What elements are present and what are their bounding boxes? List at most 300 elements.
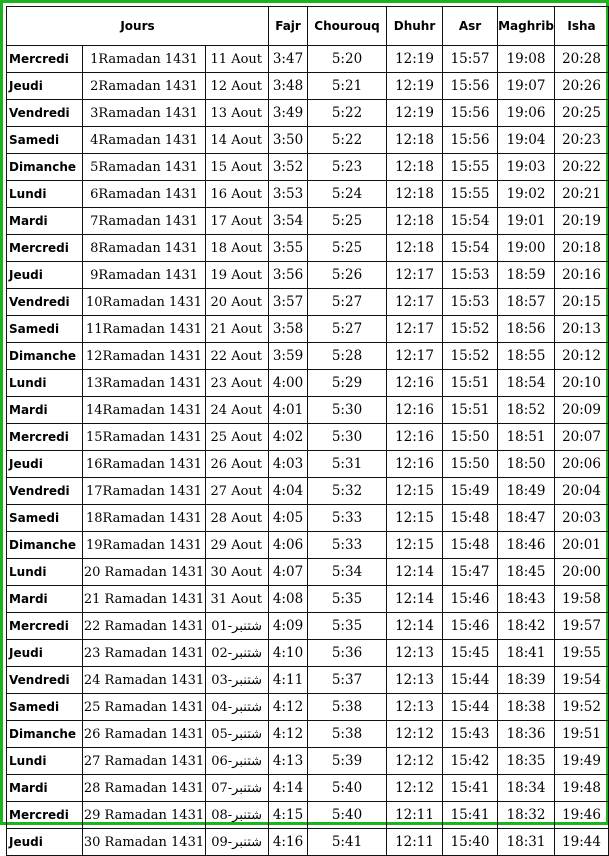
asr-time-cell: 15:41 [443,802,498,829]
table-row [7,640,609,667]
fajr-time-cell: 3:57 [269,289,308,316]
maghrib-time-cell: 18:32 [498,802,555,829]
maghrib-time-cell: 19:03 [498,154,555,181]
gregorian-date-cell: 06-شتنبر [206,748,269,775]
maghrib-time-cell: 18:45 [498,559,555,586]
isha-time-cell: 20:23 [555,127,609,154]
asr-time-cell: 15:54 [443,235,498,262]
asr-time-cell: 15:46 [443,586,498,613]
day-cell: Mardi [7,397,83,424]
day-cell: Jeudi [7,451,83,478]
isha-time-cell: 19:48 [555,775,609,802]
maghrib-time-cell: 19:00 [498,235,555,262]
chourouq-time-cell: 5:22 [308,100,387,127]
hijri-date-cell: 9Ramadan 1431 [83,262,206,289]
maghrib-time-cell: 18:31 [498,829,555,856]
dhuhr-time-cell: 12:17 [387,262,443,289]
fajr-time-cell: 4:09 [269,613,308,640]
header-isha: Isha [555,7,609,46]
dhuhr-time-cell: 12:14 [387,613,443,640]
fajr-time-cell: 4:12 [269,694,308,721]
asr-time-cell: 15:40 [443,829,498,856]
table-row [7,694,609,721]
header-dhuhr: Dhuhr [387,7,443,46]
fajr-time-cell: 3:49 [269,100,308,127]
header-maghrib: Maghrib [498,7,555,46]
hijri-date-cell: 6Ramadan 1431 [83,181,206,208]
hijri-date-cell: 14Ramadan 1431 [83,397,206,424]
table-row [7,748,609,775]
asr-time-cell: 15:53 [443,262,498,289]
fajr-time-cell: 3:52 [269,154,308,181]
dhuhr-time-cell: 12:15 [387,478,443,505]
day-cell: Jeudi [7,73,83,100]
maghrib-time-cell: 19:07 [498,73,555,100]
asr-time-cell: 15:55 [443,154,498,181]
asr-time-cell: 15:48 [443,532,498,559]
fajr-time-cell: 3:54 [269,208,308,235]
day-cell: Jeudi [7,262,83,289]
maghrib-time-cell: 18:59 [498,262,555,289]
hijri-date-cell: 30 Ramadan 1431 [83,829,206,856]
fajr-time-cell: 4:01 [269,397,308,424]
chourouq-time-cell: 5:41 [308,829,387,856]
maghrib-time-cell: 18:46 [498,532,555,559]
chourouq-time-cell: 5:40 [308,775,387,802]
hijri-date-cell: 28 Ramadan 1431 [83,775,206,802]
table-row [7,154,609,181]
hijri-date-cell: 12Ramadan 1431 [83,343,206,370]
table-row [7,397,609,424]
day-cell: Samedi [7,316,83,343]
fajr-time-cell: 3:58 [269,316,308,343]
fajr-time-cell: 4:12 [269,721,308,748]
gregorian-date-cell: 05-شتنبر [206,721,269,748]
isha-time-cell: 20:15 [555,289,609,316]
asr-time-cell: 15:49 [443,478,498,505]
gregorian-date-cell: 26 Aout [206,451,269,478]
table-row [7,721,609,748]
day-cell: Mercredi [7,802,83,829]
day-cell: Mercredi [7,424,83,451]
dhuhr-time-cell: 12:14 [387,586,443,613]
gregorian-date-cell: 29 Aout [206,532,269,559]
table-row [7,316,609,343]
chourouq-time-cell: 5:21 [308,73,387,100]
hijri-date-cell: 20 Ramadan 1431 [83,559,206,586]
chourouq-time-cell: 5:27 [308,289,387,316]
hijri-date-cell: 16Ramadan 1431 [83,451,206,478]
table-row [7,451,609,478]
maghrib-time-cell: 18:51 [498,424,555,451]
maghrib-time-cell: 18:42 [498,613,555,640]
isha-time-cell: 20:04 [555,478,609,505]
gregorian-date-cell: 28 Aout [206,505,269,532]
hijri-date-cell: 29 Ramadan 1431 [83,802,206,829]
day-cell: Lundi [7,559,83,586]
hijri-date-cell: 19Ramadan 1431 [83,532,206,559]
isha-time-cell: 19:49 [555,748,609,775]
hijri-date-cell: 17Ramadan 1431 [83,478,206,505]
hijri-date-cell: 22 Ramadan 1431 [83,613,206,640]
isha-time-cell: 19:52 [555,694,609,721]
asr-time-cell: 15:52 [443,343,498,370]
maghrib-time-cell: 18:54 [498,370,555,397]
hijri-date-cell: 27 Ramadan 1431 [83,748,206,775]
table-row [7,289,609,316]
maghrib-time-cell: 19:04 [498,127,555,154]
table-row [7,181,609,208]
isha-time-cell: 19:54 [555,667,609,694]
isha-time-cell: 20:28 [555,46,609,73]
table-row [7,478,609,505]
isha-time-cell: 20:07 [555,424,609,451]
hijri-date-cell: 3Ramadan 1431 [83,100,206,127]
header-jours: Jours [7,7,269,46]
dhuhr-time-cell: 12:12 [387,775,443,802]
hijri-date-cell: 24 Ramadan 1431 [83,667,206,694]
maghrib-time-cell: 18:36 [498,721,555,748]
isha-time-cell: 20:06 [555,451,609,478]
dhuhr-time-cell: 12:11 [387,829,443,856]
asr-time-cell: 15:43 [443,721,498,748]
table-row [7,505,609,532]
table-row [7,208,609,235]
isha-time-cell: 19:51 [555,721,609,748]
day-cell: Lundi [7,370,83,397]
dhuhr-time-cell: 12:18 [387,235,443,262]
isha-time-cell: 19:55 [555,640,609,667]
table-row [7,532,609,559]
table-row [7,802,609,829]
gregorian-date-cell: 21 Aout [206,316,269,343]
gregorian-date-cell: 04-شتنبر [206,694,269,721]
isha-time-cell: 20:16 [555,262,609,289]
hijri-date-cell: 10Ramadan 1431 [83,289,206,316]
gregorian-date-cell: 03-شتنبر [206,667,269,694]
chourouq-time-cell: 5:25 [308,208,387,235]
hijri-date-cell: 4Ramadan 1431 [83,127,206,154]
asr-time-cell: 15:57 [443,46,498,73]
hijri-date-cell: 8Ramadan 1431 [83,235,206,262]
hijri-date-cell: 5Ramadan 1431 [83,154,206,181]
gregorian-date-cell: 01-شتنبر [206,613,269,640]
chourouq-time-cell: 5:28 [308,343,387,370]
table-row [7,127,609,154]
table-row [7,235,609,262]
asr-time-cell: 15:51 [443,397,498,424]
maghrib-time-cell: 18:47 [498,505,555,532]
chourouq-time-cell: 5:33 [308,532,387,559]
gregorian-date-cell: 18 Aout [206,235,269,262]
chourouq-time-cell: 5:34 [308,559,387,586]
maghrib-time-cell: 19:01 [498,208,555,235]
gregorian-date-cell: 22 Aout [206,343,269,370]
table-row [7,73,609,100]
fajr-time-cell: 4:03 [269,451,308,478]
gregorian-date-cell: 07-شتنبر [206,775,269,802]
chourouq-time-cell: 5:30 [308,397,387,424]
dhuhr-time-cell: 12:16 [387,451,443,478]
table-row [7,343,609,370]
hijri-date-cell: 7Ramadan 1431 [83,208,206,235]
gregorian-date-cell: 27 Aout [206,478,269,505]
fajr-time-cell: 4:08 [269,586,308,613]
maghrib-time-cell: 18:43 [498,586,555,613]
gregorian-date-cell: 15 Aout [206,154,269,181]
asr-time-cell: 15:54 [443,208,498,235]
day-cell: Samedi [7,505,83,532]
isha-time-cell: 20:00 [555,559,609,586]
dhuhr-time-cell: 12:19 [387,100,443,127]
asr-time-cell: 15:50 [443,424,498,451]
chourouq-time-cell: 5:22 [308,127,387,154]
day-cell: Jeudi [7,829,83,856]
asr-time-cell: 15:56 [443,73,498,100]
chourouq-time-cell: 5:38 [308,694,387,721]
header-row [7,7,609,46]
dhuhr-time-cell: 12:13 [387,694,443,721]
maghrib-time-cell: 18:57 [498,289,555,316]
chourouq-time-cell: 5:24 [308,181,387,208]
gregorian-date-cell: 25 Aout [206,424,269,451]
gregorian-date-cell: 17 Aout [206,208,269,235]
maghrib-time-cell: 18:56 [498,316,555,343]
chourouq-time-cell: 5:20 [308,46,387,73]
fajr-time-cell: 4:13 [269,748,308,775]
isha-time-cell: 20:22 [555,154,609,181]
gregorian-date-cell: 12 Aout [206,73,269,100]
chourouq-time-cell: 5:30 [308,424,387,451]
table-row [7,46,609,73]
day-cell: Vendredi [7,478,83,505]
dhuhr-time-cell: 12:18 [387,208,443,235]
hijri-date-cell: 15Ramadan 1431 [83,424,206,451]
fajr-time-cell: 3:48 [269,73,308,100]
dhuhr-time-cell: 12:18 [387,127,443,154]
dhuhr-time-cell: 12:17 [387,316,443,343]
isha-time-cell: 20:26 [555,73,609,100]
asr-time-cell: 15:55 [443,181,498,208]
chourouq-time-cell: 5:25 [308,235,387,262]
chourouq-time-cell: 5:35 [308,586,387,613]
header-chourouq: Chourouq [308,7,387,46]
maghrib-time-cell: 18:41 [498,640,555,667]
maghrib-time-cell: 18:39 [498,667,555,694]
dhuhr-time-cell: 12:16 [387,397,443,424]
maghrib-time-cell: 18:55 [498,343,555,370]
dhuhr-time-cell: 12:17 [387,343,443,370]
isha-time-cell: 20:09 [555,397,609,424]
fajr-time-cell: 4:04 [269,478,308,505]
gregorian-date-cell: 23 Aout [206,370,269,397]
day-cell: Samedi [7,127,83,154]
asr-time-cell: 15:50 [443,451,498,478]
fajr-time-cell: 4:06 [269,532,308,559]
table-row [7,667,609,694]
chourouq-time-cell: 5:32 [308,478,387,505]
hijri-date-cell: 11Ramadan 1431 [83,316,206,343]
gregorian-date-cell: 13 Aout [206,100,269,127]
maghrib-time-cell: 19:08 [498,46,555,73]
gregorian-date-cell: 14 Aout [206,127,269,154]
chourouq-time-cell: 5:38 [308,721,387,748]
maghrib-time-cell: 19:06 [498,100,555,127]
gregorian-date-cell: 16 Aout [206,181,269,208]
hijri-date-cell: 25 Ramadan 1431 [83,694,206,721]
dhuhr-time-cell: 12:19 [387,73,443,100]
table-row [7,586,609,613]
isha-time-cell: 20:01 [555,532,609,559]
dhuhr-time-cell: 12:16 [387,424,443,451]
day-cell: Mercredi [7,613,83,640]
dhuhr-time-cell: 12:17 [387,289,443,316]
fajr-time-cell: 3:50 [269,127,308,154]
gregorian-date-cell: 20 Aout [206,289,269,316]
asr-time-cell: 15:46 [443,613,498,640]
day-cell: Mercredi [7,235,83,262]
chourouq-time-cell: 5:33 [308,505,387,532]
fajr-time-cell: 4:16 [269,829,308,856]
day-cell: Jeudi [7,640,83,667]
isha-time-cell: 20:21 [555,181,609,208]
maghrib-time-cell: 18:50 [498,451,555,478]
dhuhr-time-cell: 12:12 [387,721,443,748]
maghrib-time-cell: 19:02 [498,181,555,208]
fajr-time-cell: 4:15 [269,802,308,829]
hijri-date-cell: 18Ramadan 1431 [83,505,206,532]
day-cell: Dimanche [7,532,83,559]
maghrib-time-cell: 18:35 [498,748,555,775]
asr-time-cell: 15:44 [443,694,498,721]
table-row [7,559,609,586]
day-cell: Lundi [7,181,83,208]
chourouq-time-cell: 5:27 [308,316,387,343]
table-row [7,775,609,802]
asr-time-cell: 15:53 [443,289,498,316]
fajr-time-cell: 4:07 [269,559,308,586]
dhuhr-time-cell: 12:19 [387,46,443,73]
day-cell: Mardi [7,775,83,802]
maghrib-time-cell: 18:52 [498,397,555,424]
dhuhr-time-cell: 12:18 [387,181,443,208]
fajr-time-cell: 4:10 [269,640,308,667]
hijri-date-cell: 26 Ramadan 1431 [83,721,206,748]
fajr-time-cell: 3:47 [269,46,308,73]
hijri-date-cell: 1Ramadan 1431 [83,46,206,73]
asr-time-cell: 15:45 [443,640,498,667]
day-cell: Mardi [7,208,83,235]
maghrib-time-cell: 18:38 [498,694,555,721]
day-cell: Dimanche [7,343,83,370]
header-fajr: Fajr [269,7,308,46]
fajr-time-cell: 3:59 [269,343,308,370]
asr-time-cell: 15:47 [443,559,498,586]
day-cell: Vendredi [7,100,83,127]
table-row [7,829,609,856]
dhuhr-time-cell: 12:11 [387,802,443,829]
day-cell: Vendredi [7,667,83,694]
day-cell: Dimanche [7,154,83,181]
gregorian-date-cell: 19 Aout [206,262,269,289]
isha-time-cell: 20:10 [555,370,609,397]
isha-time-cell: 20:19 [555,208,609,235]
gregorian-date-cell: 30 Aout [206,559,269,586]
hijri-date-cell: 21 Ramadan 1431 [83,586,206,613]
day-cell: Vendredi [7,289,83,316]
asr-time-cell: 15:56 [443,127,498,154]
maghrib-time-cell: 18:49 [498,478,555,505]
maghrib-time-cell: 18:34 [498,775,555,802]
fajr-time-cell: 4:00 [269,370,308,397]
asr-time-cell: 15:56 [443,100,498,127]
dhuhr-time-cell: 12:13 [387,667,443,694]
header-asr: Asr [443,7,498,46]
fajr-time-cell: 4:02 [269,424,308,451]
hijri-date-cell: 13Ramadan 1431 [83,370,206,397]
table-row [7,424,609,451]
fajr-time-cell: 3:55 [269,235,308,262]
chourouq-time-cell: 5:36 [308,640,387,667]
chourouq-time-cell: 5:40 [308,802,387,829]
isha-time-cell: 19:44 [555,829,609,856]
isha-time-cell: 20:12 [555,343,609,370]
dhuhr-time-cell: 12:15 [387,532,443,559]
day-cell: Dimanche [7,721,83,748]
table-row [7,613,609,640]
chourouq-time-cell: 5:26 [308,262,387,289]
gregorian-date-cell: 09-شتنبر [206,829,269,856]
day-cell: Samedi [7,694,83,721]
ramadan-prayer-timetable [6,6,609,856]
dhuhr-time-cell: 12:16 [387,370,443,397]
isha-time-cell: 20:25 [555,100,609,127]
isha-time-cell: 20:03 [555,505,609,532]
day-cell: Mercredi [7,46,83,73]
fajr-time-cell: 4:05 [269,505,308,532]
day-cell: Lundi [7,748,83,775]
hijri-date-cell: 23 Ramadan 1431 [83,640,206,667]
chourouq-time-cell: 5:31 [308,451,387,478]
isha-time-cell: 20:13 [555,316,609,343]
dhuhr-time-cell: 12:12 [387,748,443,775]
fajr-time-cell: 3:53 [269,181,308,208]
chourouq-time-cell: 5:35 [308,613,387,640]
fajr-time-cell: 4:11 [269,667,308,694]
gregorian-date-cell: 02-شتنبر [206,640,269,667]
chourouq-time-cell: 5:23 [308,154,387,181]
gregorian-date-cell: 24 Aout [206,397,269,424]
fajr-time-cell: 3:56 [269,262,308,289]
gregorian-date-cell: 31 Aout [206,586,269,613]
dhuhr-time-cell: 12:15 [387,505,443,532]
chourouq-time-cell: 5:39 [308,748,387,775]
dhuhr-time-cell: 12:14 [387,559,443,586]
dhuhr-time-cell: 12:18 [387,154,443,181]
fajr-time-cell: 4:14 [269,775,308,802]
isha-time-cell: 19:58 [555,586,609,613]
table-row [7,370,609,397]
asr-time-cell: 15:44 [443,667,498,694]
asr-time-cell: 15:42 [443,748,498,775]
gregorian-date-cell: 11 Aout [206,46,269,73]
asr-time-cell: 15:41 [443,775,498,802]
table-row [7,262,609,289]
isha-time-cell: 20:18 [555,235,609,262]
chourouq-time-cell: 5:29 [308,370,387,397]
isha-time-cell: 19:46 [555,802,609,829]
asr-time-cell: 15:48 [443,505,498,532]
